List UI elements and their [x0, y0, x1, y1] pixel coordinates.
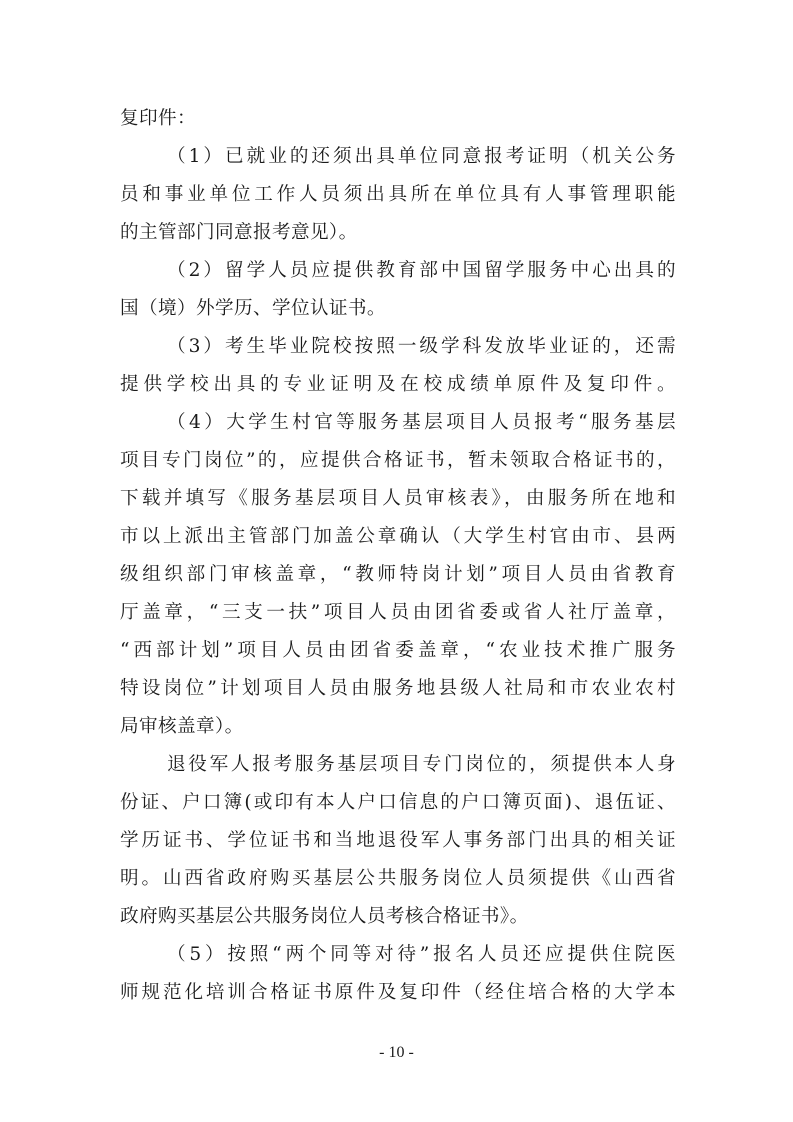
- text-line: 项目专门岗位”的，应提供合格证书，暂未领取合格证书的，: [120, 450, 676, 471]
- text-line: 特设岗位”计划项目人员由服务地县级人社局和市农业农村: [120, 678, 676, 699]
- text-line: 员和事业单位工作人员须出具所在单位具有人事管理职能: [120, 184, 676, 205]
- text-line: 厅盖章，“三支一扶”项目人员由团省委或省人社厅盖章，: [120, 602, 676, 623]
- text-line: 退役军人报考服务基层项目专门岗位的，须提供本人身: [167, 754, 676, 775]
- text-line: （2）留学人员应提供教育部中国留学服务中心出具的: [167, 260, 676, 281]
- text-line: 师规范化培训合格证书原件及复印件（经住培合格的大学本: [120, 982, 676, 1003]
- text-line: 明。山西省政府购买基层公共服务岗位人员须提供《山西省: [120, 868, 676, 889]
- text-line: 政府购买基层公共服务岗位人员考核合格证书》。: [120, 906, 529, 927]
- text-line: 市以上派出主管部门加盖公章确认（大学生村官由市、县两: [120, 526, 676, 547]
- text-line: 级组织部门审核盖章，“教师特岗计划”项目人员由省教育: [120, 564, 676, 585]
- text-line: “西部计划”项目人员由团省委盖章，“农业技术推广服务: [120, 640, 676, 661]
- text-line: 复印件：: [120, 108, 196, 129]
- text-line: 提供学校出具的专业证明及在校成绩单原件及复印件。: [120, 374, 676, 395]
- text-line: 下载并填写《服务基层项目人员审核表》，由服务所在地和: [120, 488, 676, 509]
- text-line: 的主管部门同意报考意见）。: [120, 222, 358, 243]
- text-line: 份证、户口簿(或印有本人户口信息的户口簿页面)、退伍证、: [120, 792, 676, 813]
- text-line: 学历证书、学位证书和当地退役军人事务部门出具的相关证: [120, 830, 676, 851]
- page-number: - 10 -: [379, 1044, 414, 1061]
- text-line: （5）按照“两个同等对待”报名人员还应提供住院医: [167, 944, 676, 965]
- text-line: （3）考生毕业院校按照一级学科发放毕业证的，还需: [167, 336, 676, 357]
- document-body: [120, 100, 676, 1012]
- text-line: （1）已就业的还须出具单位同意报考证明（机关公务: [167, 146, 676, 167]
- text-line: 局审核盖章）。: [120, 716, 244, 737]
- text-line: （4）大学生村官等服务基层项目人员报考“服务基层: [167, 412, 676, 433]
- text-line: 国（境）外学历、学位认证书。: [120, 298, 386, 319]
